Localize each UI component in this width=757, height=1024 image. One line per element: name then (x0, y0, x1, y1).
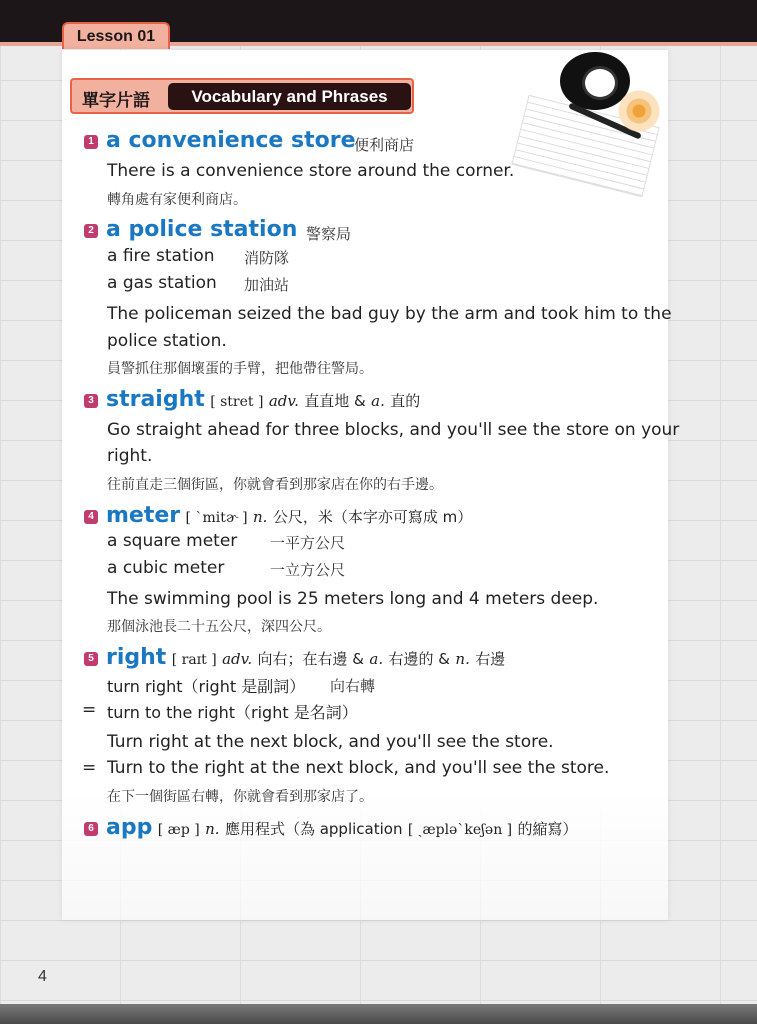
entry-term: a police station (106, 217, 298, 242)
entry-term: meter (106, 503, 181, 528)
lesson-tab: Lesson 01 (62, 22, 170, 49)
related-phrase-en: a fire station (107, 246, 215, 266)
example-en-alt: Turn to the right at the next block, and you'll see the store. (107, 758, 610, 778)
entry-term: right (106, 645, 167, 670)
bottom-bar (0, 1004, 757, 1024)
entry-number: 2 (84, 224, 98, 238)
related-phrase-zh: 一立方公尺 (270, 561, 346, 579)
entry-number: 3 (84, 394, 98, 408)
entry-number: 4 (84, 510, 98, 524)
part-of-speech: adv. (268, 392, 299, 410)
entry-header-line (106, 645, 505, 670)
part-of-speech: adv. (222, 650, 253, 668)
entry-header-line (106, 503, 472, 528)
related-phrase-en: a gas station (107, 273, 217, 293)
definition: 右邊 (475, 650, 506, 668)
ipa-pronunciation: [ raɪt ] (171, 652, 217, 668)
equals-sign: = (82, 700, 97, 720)
section-title-zh: 單字片語 (82, 91, 150, 111)
phrase: turn right（right 是副詞） (107, 677, 306, 696)
section-title-en: Vocabulary and Phrases (168, 83, 411, 110)
definition: 應用程式（為 application (224, 820, 403, 838)
section-heading (70, 78, 414, 114)
related-phrase-zh: 加油站 (244, 276, 290, 294)
phrase-zh: 向右轉 (330, 677, 376, 695)
part-of-speech: a. (371, 392, 385, 410)
entry-term: app (106, 815, 153, 840)
entry-header-line (106, 387, 420, 412)
example-zh: 在下一個街區右轉，你就會看到那家店了。 (107, 789, 373, 805)
page-number: 4 (38, 968, 47, 985)
related-phrase-zh: 一平方公尺 (270, 534, 346, 552)
ipa-pronunciation: [ æp ] (157, 822, 200, 838)
example-en-continued: police station. (107, 331, 227, 351)
example-zh: 員警抓住那個壞蛋的手臂，把他帶往警局。 (107, 361, 373, 377)
entry-header-line (106, 815, 578, 840)
example-en: The policeman seized the bad guy by the arm and took him to the (107, 304, 672, 324)
entry-term: a convenience store (106, 128, 356, 153)
entry-number: 1 (84, 135, 98, 149)
definition: 公尺，米（本字亦可寫成 m） (272, 508, 473, 526)
definition: 向右；在右邊 & (257, 650, 364, 668)
entry-term: straight (106, 387, 205, 412)
part-of-speech: n. (205, 820, 220, 838)
example-en: The swimming pool is 25 meters long and 4 meters deep. (107, 589, 599, 609)
entry-number: 5 (84, 652, 98, 666)
ipa-pronunciation: [ ˋmitɚ ] (185, 510, 248, 526)
definition: 直直地 & (304, 392, 366, 410)
example-zh: 往前直走三個街區，你就會看到那家店在你的右手邊。 (107, 477, 443, 493)
entry-meaning: 警察局 (306, 225, 352, 243)
example-en-continued: right. (107, 446, 153, 466)
related-phrase-en: a square meter (107, 531, 238, 551)
definition: 的縮寫） (517, 820, 578, 838)
ipa-pronunciation: [ ˏæpləˋkeʃən ] (407, 822, 513, 838)
part-of-speech: a. (369, 650, 384, 668)
definition: 直的 (390, 392, 421, 410)
example-en: There is a convenience store around the corner. (107, 161, 515, 181)
part-of-speech: n. (455, 650, 470, 668)
equals-sign: = (82, 758, 97, 778)
definition: 右邊的 & (388, 650, 450, 668)
phrase: turn to the right（right 是名詞） (107, 703, 358, 722)
entry-number: 6 (84, 822, 98, 836)
related-phrase-en: a cubic meter (107, 558, 225, 578)
entry-meaning: 便利商店 (354, 136, 415, 154)
related-phrase-zh: 消防隊 (244, 249, 290, 267)
ipa-pronunciation: [ stret ] (210, 394, 264, 410)
part-of-speech: n. (252, 508, 268, 526)
example-en: Turn right at the next block, and you'll see the store. (107, 732, 554, 752)
example-zh: 那個泳池長二十五公尺，深四公尺。 (107, 619, 331, 635)
example-en: Go straight ahead for three blocks, and you'll see the store on your (107, 420, 680, 440)
flower-decoration (616, 88, 662, 134)
example-zh: 轉角處有家便利商店。 (107, 192, 247, 208)
